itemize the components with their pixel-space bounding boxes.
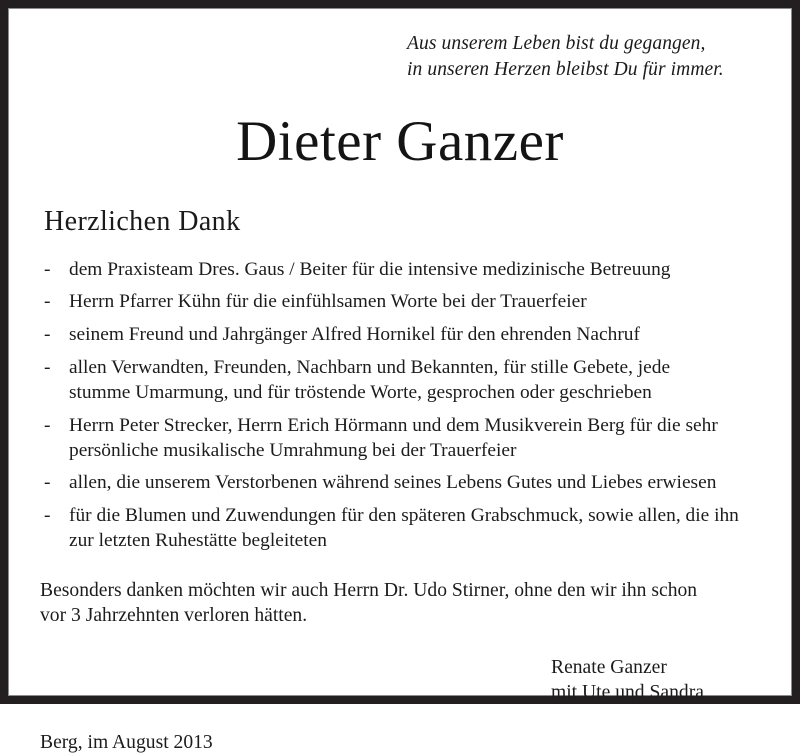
place-and-date: Berg, im August 2013 <box>40 731 213 753</box>
closing-paragraph <box>40 578 767 629</box>
list-item-line: Herrn Peter Strecker, Herrn Erich Hörmann und dem Musikverein Berg für die sehr <box>69 414 718 436</box>
list-item-line: Herrn Pfarrer Kühn für die einfühlsamen Worte bei der Trauerfeier <box>69 291 587 313</box>
list-item-line: stumme Umarmung, und für tröstende Worte, gesprochen oder geschrieben <box>69 381 652 403</box>
list-item-dash: - <box>44 258 51 280</box>
deceased-name: Dieter Ganzer <box>236 109 564 173</box>
list-item-dash: - <box>44 291 51 313</box>
list-item-line: seinem Freund und Jahrgänger Alfred Hornikel für den ehrenden Nachruf <box>69 324 640 346</box>
list-item-dash: - <box>44 324 51 346</box>
notice-inner-rule <box>8 8 792 753</box>
list-item-line: allen, die unserem Verstorbenen während seines Lebens Gutes und Liebes erwiesen <box>69 472 717 494</box>
epigraph-line-1: Aus unserem Leben bist du gegangen, <box>407 33 706 54</box>
thanks-heading: Herzlichen Dank <box>44 205 241 237</box>
list-item-line: persönliche musikalische Umrahmung bei der Trauerfeier <box>69 439 517 461</box>
epigraph <box>33 9 767 84</box>
list-item-line: zur letzten Ruhestätte begleiteten <box>69 530 327 552</box>
list-item <box>44 504 767 554</box>
list-item-dash: - <box>44 357 51 379</box>
signature-line-1: Renate Ganzer <box>551 656 667 678</box>
epigraph-line-2: in unseren Herzen bleibst Du für immer. <box>407 59 724 81</box>
thanks-list <box>44 258 767 554</box>
list-item <box>44 323 767 348</box>
list-item <box>44 258 767 283</box>
closing-paragraph-line-2: vor 3 Jahrzehnten verloren hätten. <box>40 605 308 627</box>
list-item <box>44 356 767 406</box>
signature-line-2: mit Ute und Sandra <box>551 682 704 704</box>
list-item <box>44 290 767 315</box>
list-item-line: für die Blumen und Zuwendungen für den späteren Grabschmuck, sowie allen, die ihn <box>69 505 739 527</box>
list-item-dash: - <box>44 414 51 436</box>
signature-block <box>551 655 767 706</box>
list-item <box>44 414 767 464</box>
list-item-dash: - <box>44 472 51 494</box>
notice-body <box>9 9 791 753</box>
list-item-dash: - <box>44 505 51 527</box>
list-item-line: allen Verwandten, Freunden, Nachbarn und Bekannten, für stille Gebete, jede <box>69 357 671 379</box>
closing-paragraph-line-1: Besonders danken möchten wir auch Herrn Dr. Udo Stirner, ohne den wir ihn schon <box>40 579 698 601</box>
list-item <box>44 471 767 496</box>
list-item-line: dem Praxisteam Dres. Gaus / Beiter für die intensive medizinische Betreuung <box>69 258 671 280</box>
